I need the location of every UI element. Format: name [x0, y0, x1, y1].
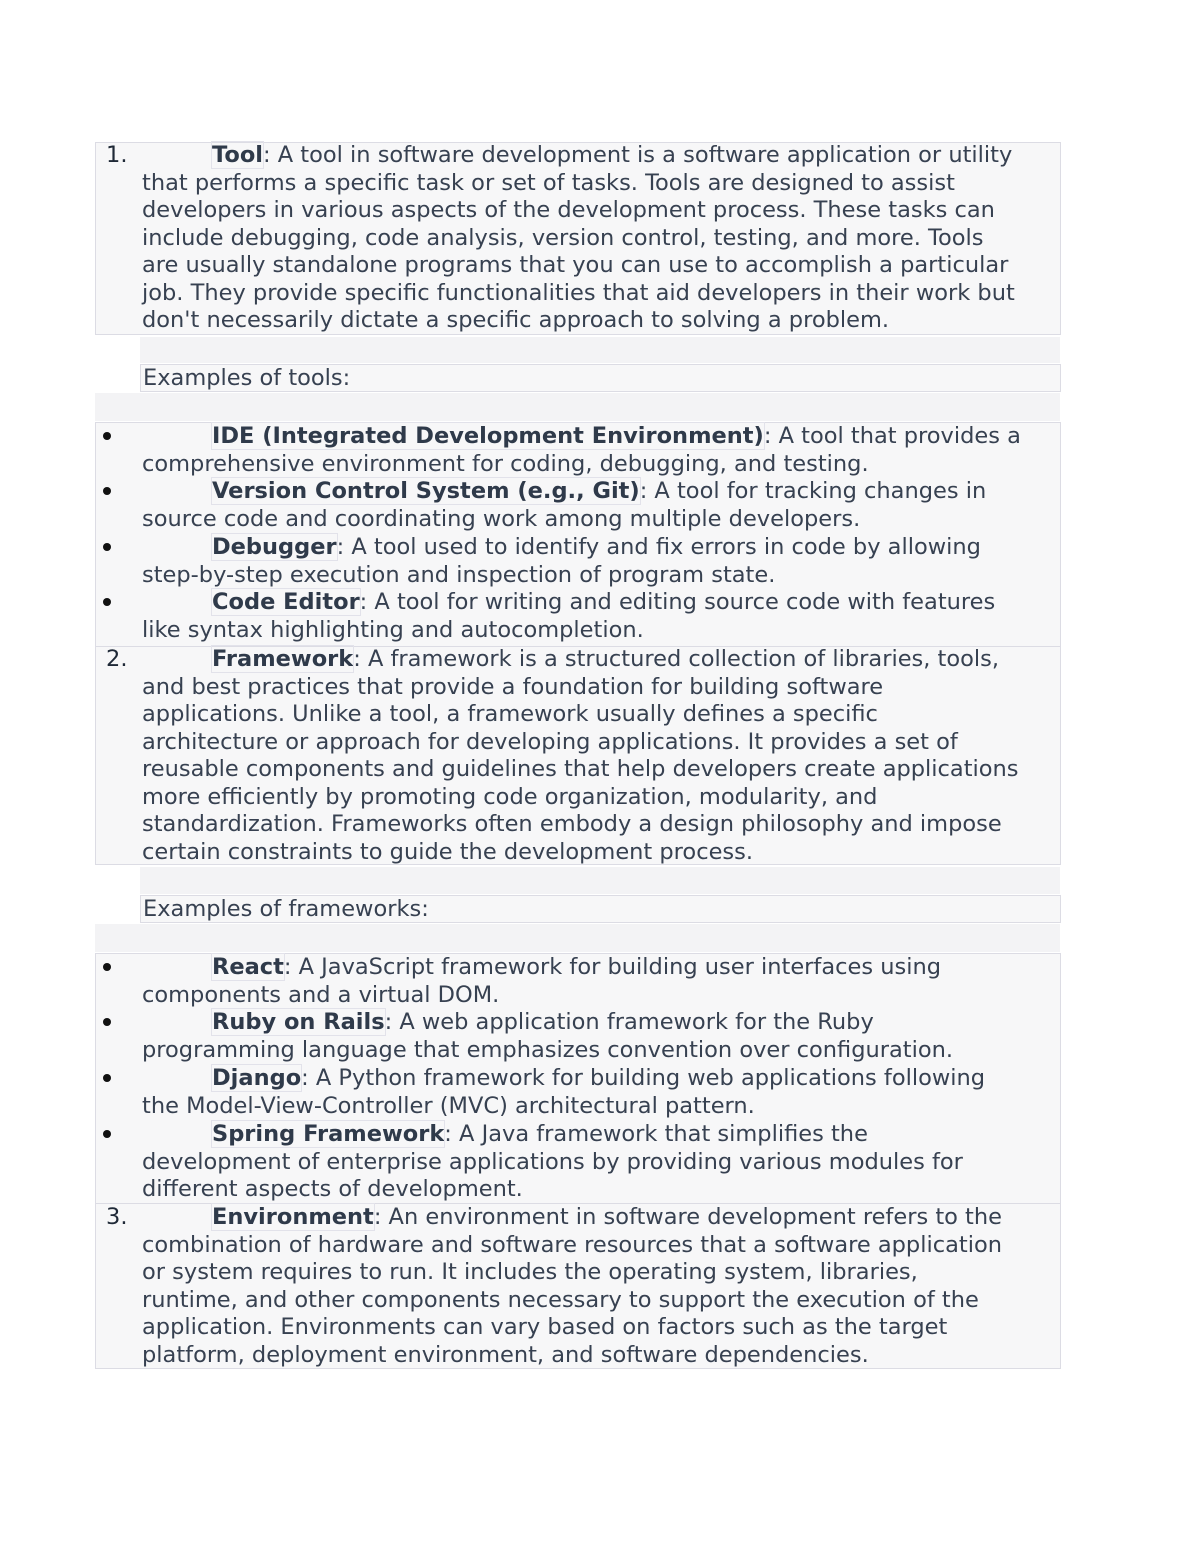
bullet [103, 487, 111, 495]
bullet [103, 963, 111, 971]
bullet [103, 1074, 111, 1082]
list-number: 2. [106, 646, 128, 672]
term-framework: Framework [212, 646, 354, 672]
list-number: 3. [106, 1204, 128, 1230]
document-page: 1. Tool: A tool in software development is a software application or utility that performs a specific task or set of tasks. Tools are designed to assist developers in various aspects of the development process. These tasks can include debugging, code analysis, version control, testing, and more. Tools are usually standalone programs that you can use to accomplish a particular job. They provide specific functionalities that aid developers in their work but don't necessarily dictate a specific approach to solving a problem. Examples of tools: IDE (Integrated Development Environment): A tool that provides a comprehensive environment for coding, debugging, and testing. Version Control System (e.g., Git): A tool for tracking changes in source code and coordinating work among multiple developers. Debugger: A tool used to identify and fix errors in code by allowing step-by-step execution and inspection of program state. Code Editor: A tool for writing and editing source code with features like syntax highlighting and autocompletion. 2. Framework: A framework is a structured collection of libraries, tools, and best practices that provide a foundation for building software applications. Unlike a tool, a framework usually defines a specific architecture or approach for developing applications. It provides a set of reusable components and guidelines that help developers create applications more efficiently by promoting code organization, modularity, and standardization. Frameworks often embody a design philosophy and impose certain constraints to guide the development process. Examples of frameworks: React: A JavaScript framework for building user interfaces using components and a virtual DOM. Ruby on Rails: A web application framework for the Ruby programming language that emphasizes convention over configuration. Django: A Python framework for building web applications following the Model-View-Controller (MVC) architectural pattern. Spring Framework: A Java framework that simplifies the development of enterprise applications by providing various modules for different aspects of development. 3. Environment: An environment in software development refers to the combination of hardware and software resources that a software application or system requires to run. It includes the operating system, libraries, runtime, and other components necessary to support the execution of the application. Environments can vary based on factors such as the target platform, deployment environment, and software dependencies. [0, 0, 1200, 1553]
spacer [95, 393, 1060, 421]
spacer [140, 867, 1060, 894]
frameworks-heading: Examples of frameworks: [143, 896, 429, 922]
bullet [103, 543, 111, 551]
bullet [103, 598, 111, 606]
term-tool: Tool [212, 142, 263, 168]
bullet [103, 1018, 111, 1026]
term-environment: Environment [212, 1204, 374, 1230]
bullet [103, 1130, 111, 1138]
list-number: 1. [106, 142, 128, 168]
bullet [103, 432, 111, 440]
spacer [140, 337, 1060, 363]
tools-heading: Examples of tools: [143, 365, 351, 391]
spacer [95, 924, 1060, 952]
